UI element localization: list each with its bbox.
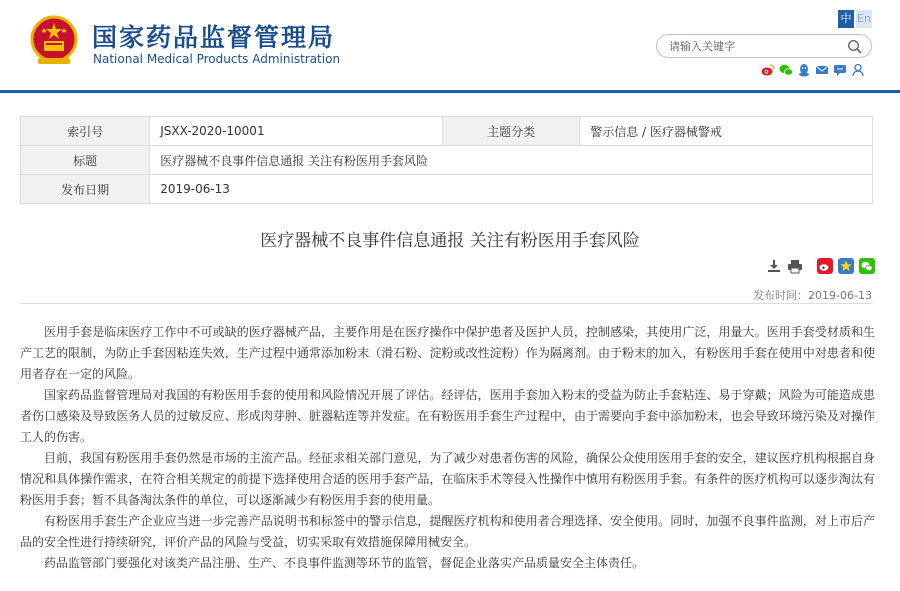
site-header (0, 0, 900, 90)
lang-en-button[interactable]: En (856, 10, 872, 28)
paragraph: 国家药品监督管理局对我国的有粉医用手套的使用和风险情况开展了评估。经评估，医用手套加入粉末的受益为防止手套粘连、易于穿戴；风险为可能造成患者伤口感染及导致医务人员的过敏反应、形成肉芽肿、脏器粘连等并发症。在有粉医用手套生产过程中，由于需要向手套中添加粉末，也会导致环境污染及对操作工人的伤害。 (20, 388, 875, 444)
share-weibo-icon[interactable] (817, 258, 833, 274)
weibo-icon[interactable] (761, 63, 775, 77)
index-label: 索引号 (21, 117, 150, 146)
title-value: 医疗器械不良事件信息通报 关注有粉医用手套风险 (150, 146, 873, 175)
search-box (656, 34, 872, 58)
chat-icon[interactable] (833, 63, 847, 77)
print-icon[interactable] (787, 258, 803, 274)
table-row (21, 146, 873, 175)
article-divider (20, 303, 873, 304)
index-value: JSXX-2020-10001 (150, 117, 443, 146)
date-label: 发布日期 (21, 175, 150, 204)
share-wechat-icon[interactable] (859, 258, 875, 274)
paragraph: 目前，我国有粉医用手套仍然是市场的主流产品。经征求相关部门意见，为了减少对患者伤害的风险，确保公众使用医用手套的安全，建议医疗机构根据自身情况和具体操作需求，在符合相关规定的前提下选择使用合适的医用手套产品，在临床手术等侵入性操作中慎用有粉医用手套。有条件的医疗机构可以逐步淘汰有粉医用手套；暂不具备淘汰条件的单位，可以逐渐减少有粉医用手套的使用量。 (20, 451, 875, 507)
share-favorite-icon[interactable] (838, 258, 854, 274)
search-input[interactable] (669, 37, 839, 55)
date-value: 2019-06-13 (150, 175, 873, 204)
mail-icon[interactable] (815, 63, 829, 77)
table-row (21, 175, 873, 204)
header-divider-bar (0, 90, 900, 93)
user-icon[interactable] (851, 63, 865, 77)
paragraph: 有粉医用手套生产企业应当进一步完善产品说明书和标签中的警示信息，提醒医疗机构和使用者合理选择、安全使用。同时，加强不良事件监测，对上市后产品的安全性进行持续研究，评价产品的风险与受益，切实采取有效措施保障用械安全。 (20, 514, 875, 549)
search-icon[interactable] (847, 39, 863, 55)
qq-icon[interactable] (797, 63, 811, 77)
publish-time: 发布时间：2019-06-13 (753, 289, 872, 302)
site-title-cn[interactable]: 国家药品监督管理局 (92, 23, 336, 52)
document-info-table (20, 116, 873, 204)
download-icon[interactable] (766, 258, 782, 274)
wechat-icon[interactable] (779, 63, 793, 77)
category-label: 主题分类 (442, 117, 579, 146)
national-emblem-icon[interactable] (30, 14, 78, 68)
article-tools (766, 258, 875, 274)
language-switch (838, 10, 872, 28)
social-links (761, 63, 865, 77)
article-title: 医疗器械不良事件信息通报 关注有粉医用手套风险 (260, 231, 640, 251)
paragraph: 医用手套是临床医疗工作中不可或缺的医疗器械产品，主要作用是在医疗操作中保护患者及医护人员，控制感染，其使用广泛，用量大。医用手套受材质和生产工艺的限制，为防止手套因粘连失效，生产过程中通常添加粉末（滑石粉、淀粉或改性淀粉）作为隔离剂。由于粉末的加入，有粉医用手套在使用中对患者和使用者存在一定的风险。 (20, 325, 875, 381)
title-label: 标题 (21, 146, 150, 175)
paragraph: 药品监管部门要强化对该类产品注册、生产、不良事件监测等环节的监管，督促企业落实产品质量安全主体责任。 (44, 556, 645, 570)
article-body (20, 322, 875, 574)
category-value: 警示信息 / 医疗器械警戒 (580, 117, 873, 146)
lang-zh-button[interactable]: 中 (838, 10, 854, 28)
site-title-en[interactable]: National Medical Products Administration (93, 52, 341, 66)
table-row (21, 117, 873, 146)
